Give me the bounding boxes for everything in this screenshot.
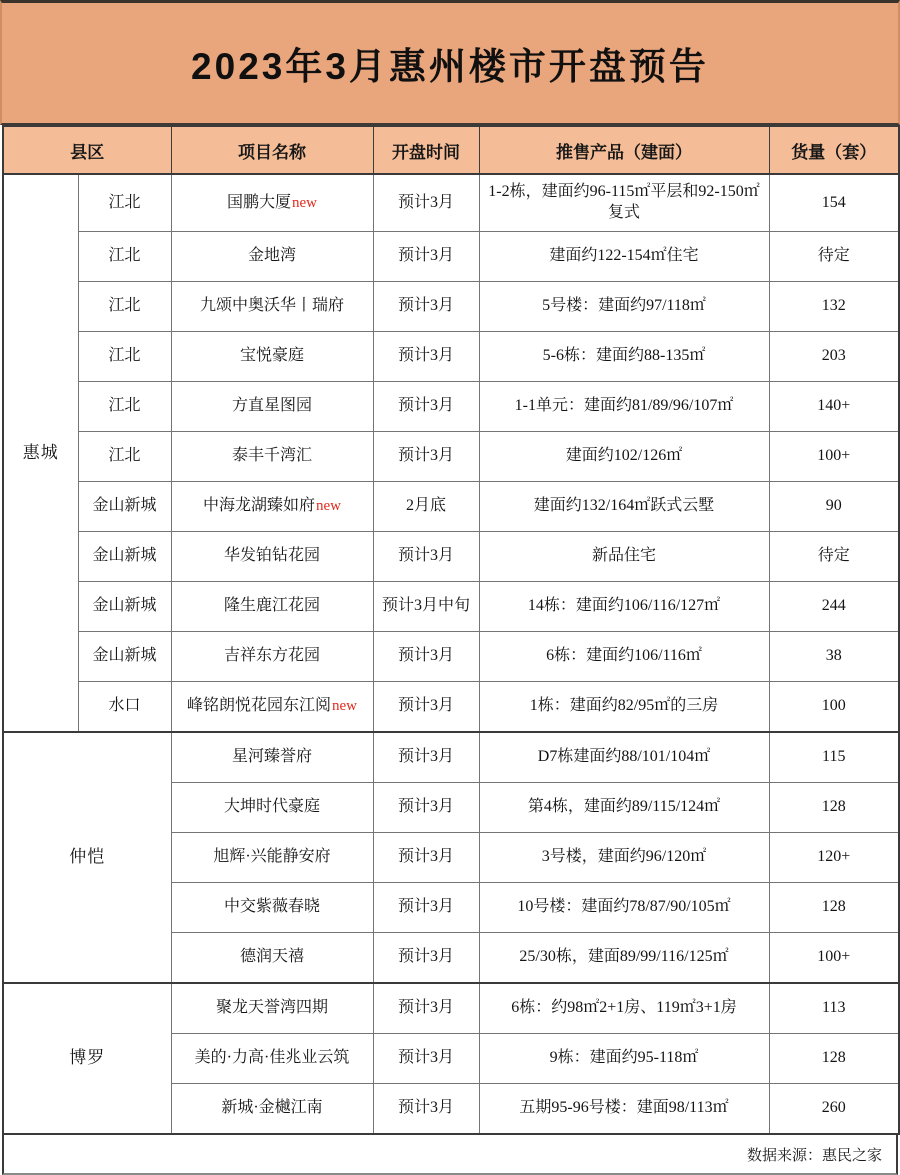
table-row	[3, 632, 899, 682]
cell-qty: 154	[769, 174, 899, 232]
cell-product: 9栋：建面约95-118㎡	[479, 1034, 769, 1084]
cell-qty: 待定	[769, 232, 899, 282]
header-product: 推售产品（建面）	[479, 126, 769, 174]
cell-qty: 128	[769, 883, 899, 933]
cell-time: 预计3月	[373, 232, 479, 282]
page-title: 2023年3月惠州楼市开盘预告	[191, 46, 709, 87]
table-row	[3, 432, 899, 482]
cell-project: 星河臻誉府	[171, 732, 373, 783]
region-cell-boluo: 博罗	[3, 983, 171, 1134]
cell-subdistrict: 江北	[78, 232, 171, 282]
project-name: 峰铭朗悦花园东江阅	[186, 697, 331, 715]
cell-time: 预计3月	[373, 833, 479, 883]
cell-subdistrict: 江北	[78, 332, 171, 382]
region-cell-zhongkai: 仲恺	[3, 732, 171, 983]
table-row	[3, 282, 899, 332]
cell-project: 泰丰千湾汇	[171, 432, 373, 482]
cell-subdistrict: 金山新城	[78, 532, 171, 582]
cell-qty: 113	[769, 983, 899, 1034]
cell-product: 新品住宅	[479, 532, 769, 582]
cell-time: 2月底	[373, 482, 479, 532]
cell-product: 1-2栋，建面约96-115㎡平层和92-150㎡复式	[479, 174, 769, 232]
cell-project: 吉祥东方花园	[171, 632, 373, 682]
cell-product: 建面约132/164㎡跃式云墅	[479, 482, 769, 532]
cell-subdistrict: 水口	[78, 682, 171, 733]
cell-time: 预计3月	[373, 174, 479, 232]
cell-product: 五期95-96号楼：建面98/113㎡	[479, 1084, 769, 1135]
cell-product: 建面约102/126㎡	[479, 432, 769, 482]
cell-qty: 120+	[769, 833, 899, 883]
cell-project: 九颂中奥沃华丨瑞府	[171, 282, 373, 332]
cell-subdistrict: 江北	[78, 174, 171, 232]
table-row	[3, 682, 899, 733]
cell-product: 3号楼，建面约96/120㎡	[479, 833, 769, 883]
cell-subdistrict: 金山新城	[78, 632, 171, 682]
cell-qty: 260	[769, 1084, 899, 1135]
cell-time: 预计3月	[373, 783, 479, 833]
cell-subdistrict: 江北	[78, 282, 171, 332]
cell-project: 隆生鹿江花园	[171, 582, 373, 632]
cell-time: 预计3月	[373, 1034, 479, 1084]
cell-time: 预计3月	[373, 632, 479, 682]
cell-time: 预计3月	[373, 883, 479, 933]
cell-qty: 140+	[769, 382, 899, 432]
project-name: 国鹏大厦	[226, 193, 291, 211]
header-time: 开盘时间	[373, 126, 479, 174]
table-row	[3, 482, 899, 532]
cell-project: 中交紫薇春晓	[171, 883, 373, 933]
cell-product: 10号楼：建面约78/87/90/105㎡	[479, 883, 769, 933]
table-row	[3, 174, 899, 232]
table-row	[3, 382, 899, 432]
footer	[2, 1135, 898, 1175]
cell-time: 预计3月	[373, 432, 479, 482]
cell-time: 预计3月	[373, 532, 479, 582]
header-row	[3, 126, 899, 174]
cell-subdistrict: 江北	[78, 382, 171, 432]
cell-subdistrict: 金山新城	[78, 482, 171, 532]
table-row	[3, 232, 899, 282]
cell-product: 25/30栋，建面89/99/116/125㎡	[479, 933, 769, 984]
cell-qty: 38	[769, 632, 899, 682]
title-banner	[0, 0, 900, 125]
cell-qty: 100+	[769, 432, 899, 482]
table-row	[3, 732, 899, 783]
cell-time: 预计3月	[373, 682, 479, 733]
cell-project: 美的·力高·佳兆业云筑	[171, 1034, 373, 1084]
cell-product: 5-6栋：建面约88-135㎡	[479, 332, 769, 382]
cell-project: 金地湾	[171, 232, 373, 282]
cell-product: 建面约122-154㎡住宅	[479, 232, 769, 282]
cell-product: D7栋建面约88/101/104㎡	[479, 732, 769, 783]
cell-qty: 128	[769, 1034, 899, 1084]
cell-qty: 244	[769, 582, 899, 632]
cell-qty: 128	[769, 783, 899, 833]
cell-qty: 100+	[769, 933, 899, 984]
cell-product: 1-1单元：建面约81/89/96/107㎡	[479, 382, 769, 432]
table-row	[3, 582, 899, 632]
cell-project: 方直星图园	[171, 382, 373, 432]
cell-qty: 115	[769, 732, 899, 783]
cell-product: 6栋：约98㎡2+1房、119㎡3+1房	[479, 983, 769, 1034]
cell-time: 预计3月	[373, 332, 479, 382]
cell-product: 第4栋，建面约89/115/124㎡	[479, 783, 769, 833]
header-district: 县区	[3, 126, 171, 174]
cell-project: 新城·金樾江南	[171, 1084, 373, 1135]
table-row	[3, 532, 899, 582]
cell-project: 宝悦豪庭	[171, 332, 373, 382]
cell-project	[171, 174, 373, 232]
project-name: 中海龙湖臻如府	[202, 497, 315, 515]
region-cell-huicheng: 惠城	[3, 174, 78, 732]
data-source-label: 数据来源：惠民之家	[746, 1147, 882, 1164]
cell-qty: 90	[769, 482, 899, 532]
cell-qty: 132	[769, 282, 899, 332]
cell-product: 14栋：建面约106/116/127㎡	[479, 582, 769, 632]
cell-time: 预计3月	[373, 933, 479, 984]
cell-time: 预计3月	[373, 282, 479, 332]
cell-time: 预计3月	[373, 983, 479, 1034]
header-qty: 货量（套）	[769, 126, 899, 174]
cell-qty: 203	[769, 332, 899, 382]
table-row	[3, 983, 899, 1034]
table-row	[3, 332, 899, 382]
cell-product: 1栋：建面约82/95㎡的三房	[479, 682, 769, 733]
cell-project: 大坤时代豪庭	[171, 783, 373, 833]
cell-project: 旭辉·兴能静安府	[171, 833, 373, 883]
cell-project: 聚龙天誉湾四期	[171, 983, 373, 1034]
cell-time: 预计3月	[373, 732, 479, 783]
cell-project	[171, 482, 373, 532]
cell-project: 德润天禧	[171, 933, 373, 984]
cell-subdistrict: 金山新城	[78, 582, 171, 632]
cell-product: 6栋：建面约106/116㎡	[479, 632, 769, 682]
cell-project	[171, 682, 373, 733]
new-badge: new	[332, 698, 357, 715]
new-badge: new	[292, 194, 317, 211]
new-badge: new	[316, 498, 341, 515]
cell-time: 预计3月中旬	[373, 582, 479, 632]
cell-time: 预计3月	[373, 382, 479, 432]
cell-qty: 100	[769, 682, 899, 733]
cell-time: 预计3月	[373, 1084, 479, 1135]
cell-qty: 待定	[769, 532, 899, 582]
openings-table	[2, 125, 900, 1135]
cell-subdistrict: 江北	[78, 432, 171, 482]
header-project: 项目名称	[171, 126, 373, 174]
cell-project: 华发铂钻花园	[171, 532, 373, 582]
cell-product: 5号楼：建面约97/118㎡	[479, 282, 769, 332]
